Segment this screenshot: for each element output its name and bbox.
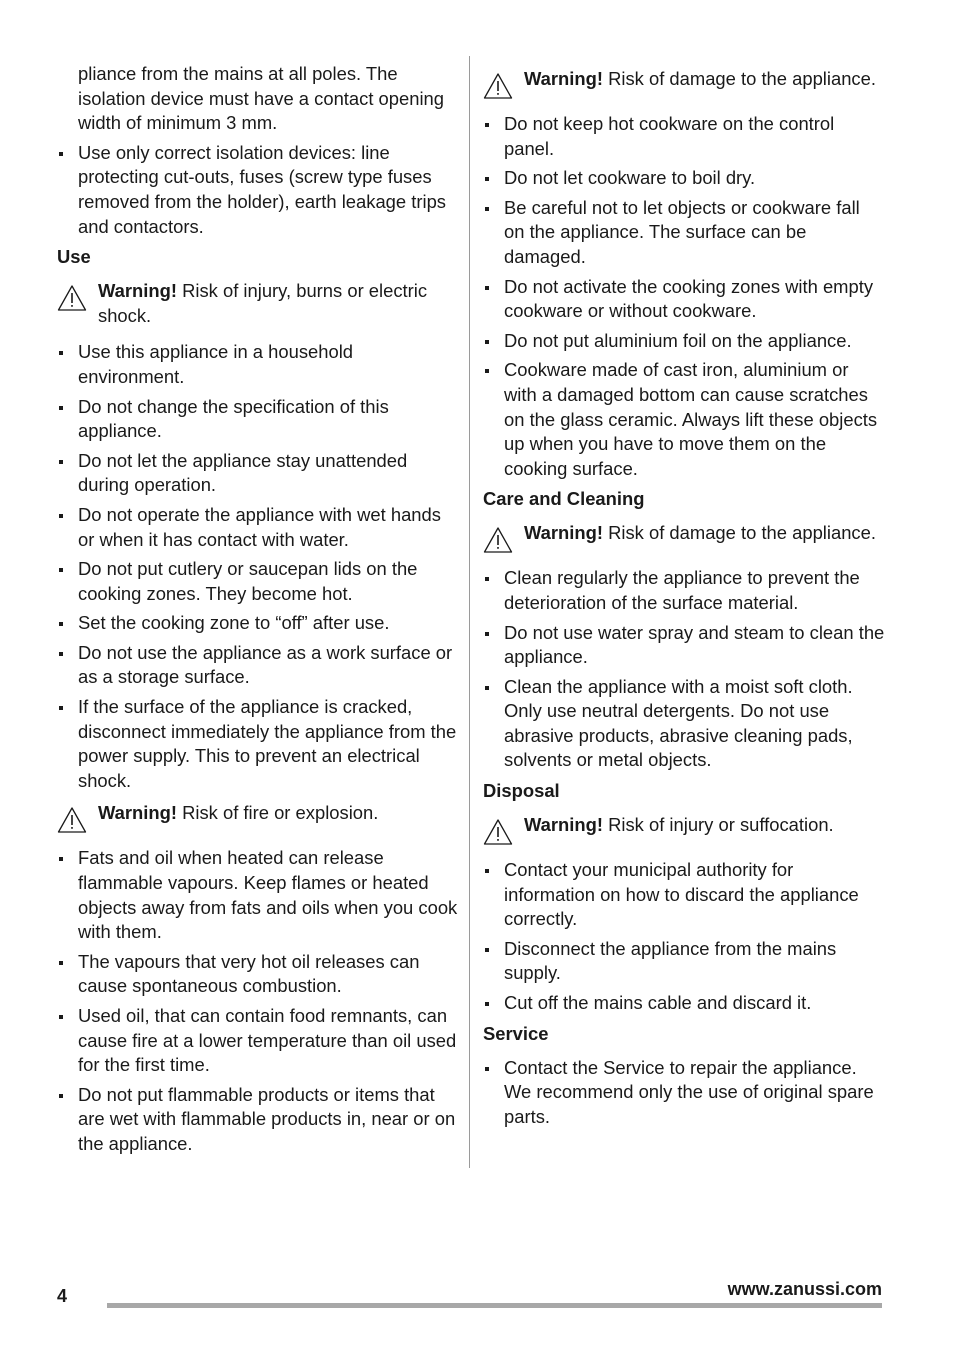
footer-rule [107, 1303, 882, 1308]
warning-box [483, 521, 885, 554]
warning-text [524, 521, 876, 546]
warning-triangle-icon [57, 806, 87, 834]
warning-box [57, 279, 459, 328]
isolation-list [57, 141, 459, 239]
warning-label: Warning! [98, 280, 177, 302]
list-item: Cookware made of cast iron, aluminium or with a damaged bottom can cause scratches on the glass ceramic. Always lift these objects up when you have to move them on the cooking surface. [483, 358, 885, 481]
warning-message: Risk of damage to the appliance. [603, 522, 876, 544]
list-item: Do not use water spray and steam to clean the appliance. [483, 621, 885, 670]
list-item: Do not put cutlery or saucepan lids on the cooking zones. They become hot. [57, 557, 459, 606]
list-item: Fats and oil when heated can release flammable vapours. Keep flames or heated objects away from fats and oils when you cook with them. [57, 846, 459, 944]
warning-box [483, 813, 885, 846]
use-list [57, 340, 459, 793]
section-heading-use: Use [57, 246, 91, 268]
list-item: Use only correct isolation devices: line protecting cut-outs, fuses (screw type fuses removed from the holder), earth leakage trips and contactors. [57, 141, 459, 239]
fire-list [57, 846, 459, 1156]
list-item: Do not activate the cooking zones with empty cookware or without cookware. [483, 275, 885, 324]
warning-label: Warning! [524, 522, 603, 544]
warning-text [98, 801, 378, 826]
website-link[interactable]: www.zanussi.com [727, 1279, 882, 1299]
list-item: Disconnect the appliance from the mains supply. [483, 937, 885, 986]
list-item: Be careful not to let objects or cookware fall on the appliance. The surface can be damaged. [483, 196, 885, 270]
list-item: Contact your municipal authority for information on how to discard the appliance correctly. [483, 858, 885, 932]
warning-triangle-icon [57, 284, 87, 312]
list-item: Do not use the appliance as a work surface or as a storage surface. [57, 641, 459, 690]
list-item: Cut off the mains cable and discard it. [483, 991, 885, 1016]
cookware-list [483, 112, 885, 481]
warning-message: Risk of injury, burns or electric shock. [98, 280, 428, 326]
warning-message: Risk of damage to the appliance. [603, 68, 876, 89]
list-item: Do not change the specification of this appliance. [57, 395, 459, 444]
warning-text [524, 813, 834, 838]
section-heading-service: Service [483, 1022, 549, 1044]
list-item: If the surface of the appliance is cracked, disconnect immediately the appliance from the power supply. This to prevent an electrical shock. [57, 695, 459, 793]
warning-triangle-icon [483, 526, 513, 554]
section-heading-care-and-cleaning: Care and Cleaning [483, 488, 645, 510]
list-item: Clean the appliance with a moist soft cloth. Only use neutral detergents. Do not use abrasive products, abrasive cleaning pads, solvents or metal objects. [483, 675, 885, 773]
list-item: Do not put aluminium foil on the appliance. [483, 329, 885, 354]
list-item: The vapours that very hot oil releases can cause spontaneous combustion. [57, 950, 459, 999]
section-heading-disposal: Disposal [483, 780, 560, 802]
column-divider [469, 56, 470, 1168]
list-item: Contact the Service to repair the appliance. We recommend only the use of original spare parts. [483, 1056, 885, 1130]
warning-box [57, 801, 459, 834]
list-item: Set the cooking zone to “off” after use. [57, 611, 459, 636]
list-item: Used oil, that can contain food remnants, can cause fire at a lower temperature than oil used for the first time. [57, 1004, 459, 1078]
list-item: Clean regularly the appliance to prevent the deterioration of the surface material. [483, 566, 885, 615]
list-item: Do not operate the appliance with wet hands or when it has contact with water. [57, 503, 459, 552]
list-item: Use this appliance in a household environment. [57, 340, 459, 389]
warning-label: Warning! [524, 68, 603, 89]
continued-paragraph: pliance from the mains at all poles. The isolation device must have a contact opening width of minimum 3 mm. [78, 63, 444, 134]
warning-message: Risk of fire or explosion. [177, 802, 379, 824]
right-column [483, 67, 885, 1134]
warning-box [483, 67, 885, 100]
warning-triangle-icon [483, 72, 513, 100]
warning-message: Risk of injury or suffocation. [603, 814, 834, 836]
care-list [483, 566, 885, 773]
warning-text [98, 279, 459, 328]
warning-text [524, 67, 876, 92]
list-item: Do not let the appliance stay unattended during operation. [57, 449, 459, 498]
warning-label: Warning! [524, 814, 603, 836]
list-item: Do not keep hot cookware on the control panel. [483, 112, 885, 161]
list-item: Do not put flammable products or items that are wet with flammable products in, near or on the appliance. [57, 1083, 459, 1157]
list-item: Do not let cookware to boil dry. [483, 166, 885, 191]
page-number: 4 [57, 1286, 68, 1306]
warning-triangle-icon [483, 818, 513, 846]
left-column [57, 62, 459, 1162]
disposal-list [483, 858, 885, 1016]
service-list [483, 1056, 885, 1130]
warning-label: Warning! [98, 802, 177, 824]
